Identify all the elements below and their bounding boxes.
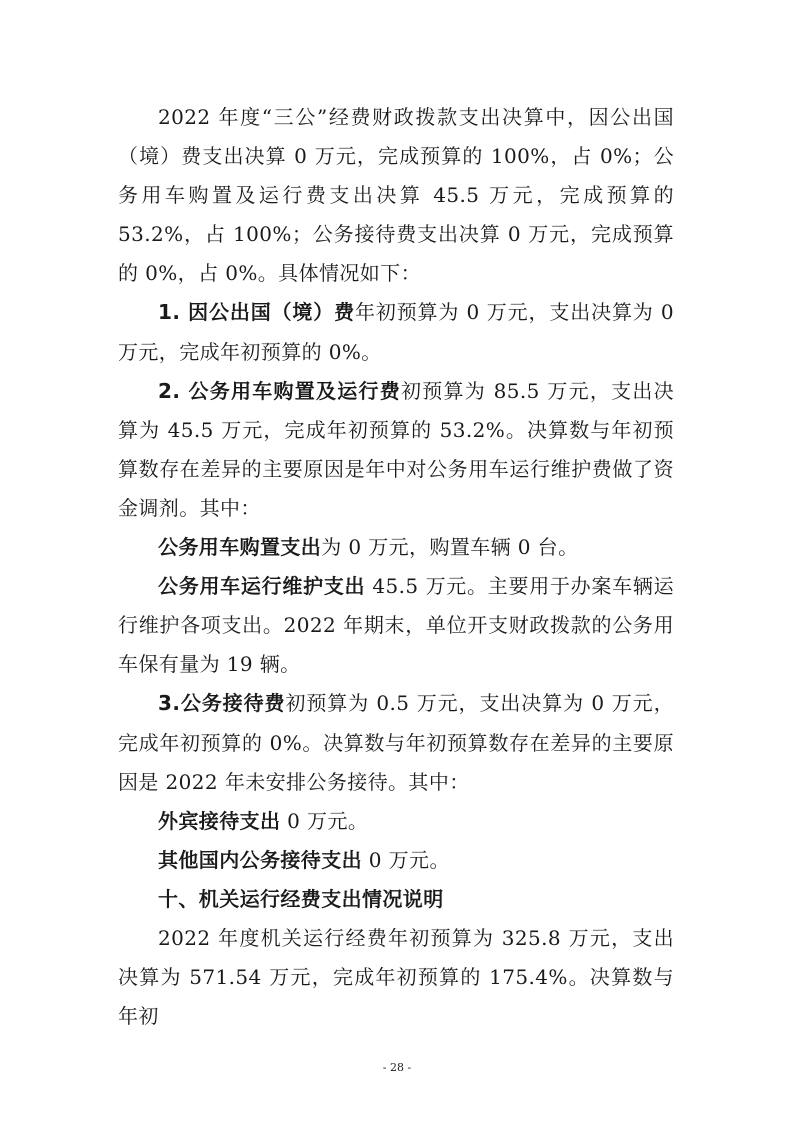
paragraph-domestic-reception: [118, 841, 674, 880]
document-body: [118, 98, 674, 1036]
paragraph-vehicle-maintenance: [118, 567, 674, 684]
paragraph-three-public-summary: 2022 年度“三公”经费财政拨款支出决算中，因公出国（境）费支出决算 0 万元，完成预算的 100%，占 0%；公务用车购置及运行费支出决算 45.5 万元，完成预算的 53.2%，占 100%；公务接待费支出决算 0 万元，完成预算的 0%，占 0%。具体情况如下：: [118, 105, 674, 286]
overseas-travel-label: 1. 因公出国（境）费: [158, 300, 355, 325]
page-number: - 28 -: [382, 1061, 412, 1074]
vehicle-costs-text: 初预算为 85.5 万元，支出决算为 45.5 万元，完成年初预算的 53.2%。决算数与年初预算数存在差异的主要原因是年中对公务用车运行维护费做了资金调剂。其中：: [118, 378, 674, 520]
vehicle-maintenance-label: 公务用车运行维护支出: [158, 574, 366, 599]
paragraph-reception: [118, 684, 674, 801]
vehicle-maintenance-text: 45.5 万元。主要用于办案车辆运行维护各项支出。2022 年期末，单位开支财政拨款的公务用车保有量为 19 辆。: [118, 574, 674, 677]
overseas-travel-text: 年初预算为 0 万元，支出决算为 0 万元，完成年初预算的 0%。: [118, 300, 674, 364]
reception-text: 初预算为 0.5 万元，支出决算为 0 万元，完成年初预算的 0%。决算数与年初预算数存在差异的主要原因是 2022 年未安排公务接待。其中：: [118, 691, 674, 794]
paragraph-vehicle-purchase: [118, 528, 674, 567]
vehicle-costs-label: 2. 公务用车购置及运行费: [158, 378, 402, 403]
domestic-reception-label: 其他国内公务接待支出: [158, 847, 362, 872]
vehicle-purchase-text: 为 0 万元，购置车辆 0 台。: [321, 535, 579, 560]
section-heading: 十、机关运行经费支出情况说明: [158, 886, 444, 911]
reception-label: 3.公务接待费: [158, 691, 286, 716]
paragraph-operating-expenses: 2022 年度机关运行经费年初预算为 325.8 万元，支出决算为 571.54 万元，完成年初预算的 175.4%。决算数与年初: [118, 925, 674, 1029]
domestic-reception-text: 0 万元。: [362, 847, 450, 872]
foreign-guests-label: 外宾接待支出: [158, 808, 281, 833]
paragraph-overseas-travel: [118, 293, 674, 371]
paragraph-foreign-guests: [118, 802, 674, 841]
foreign-guests-text: 0 万元。: [280, 808, 369, 833]
paragraph-vehicle-costs: [118, 372, 674, 528]
vehicle-purchase-label: 公务用车购置支出: [158, 535, 322, 560]
